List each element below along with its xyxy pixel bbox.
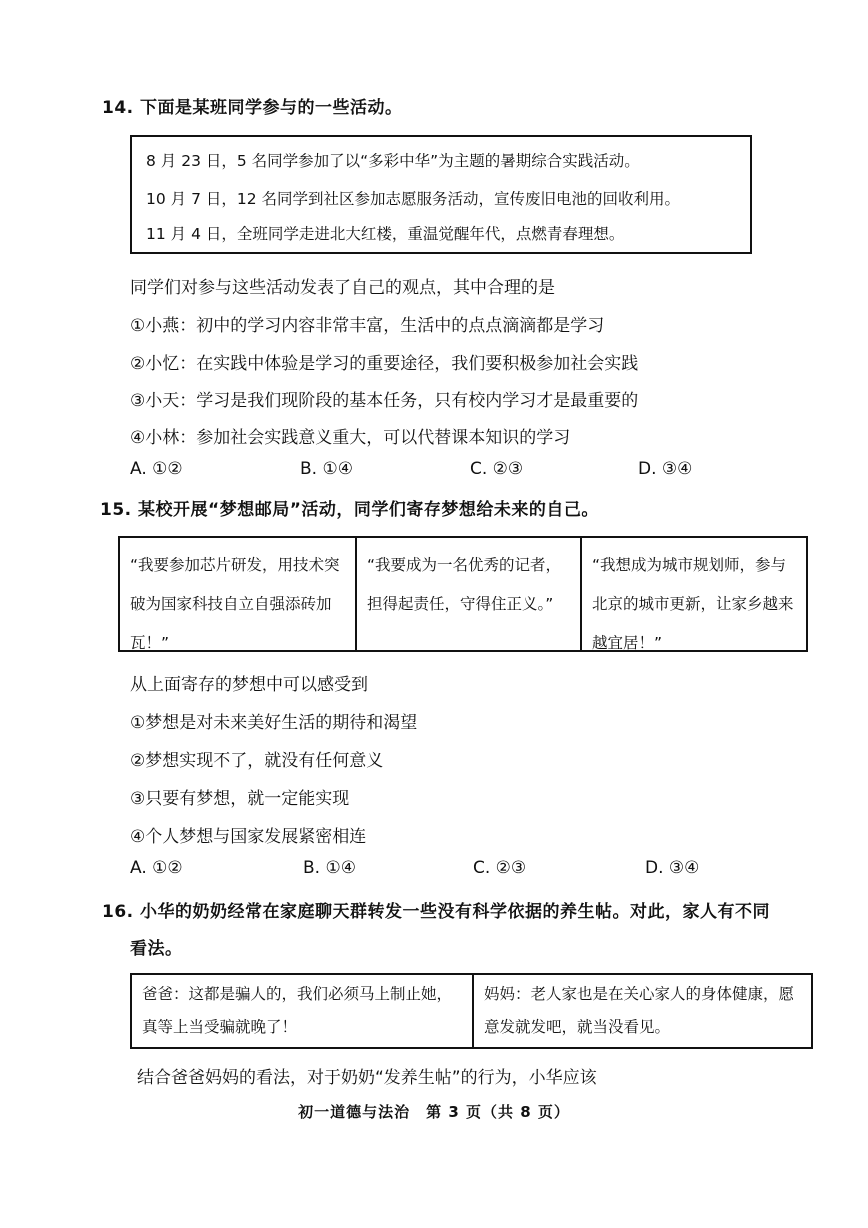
q15-option-b[interactable]: B. ①④ <box>303 858 356 878</box>
q14-option-a[interactable]: A. ①② <box>130 459 183 479</box>
q14-statement: ①小燕：初中的学习内容非常丰富，生活中的点点滴滴都是学习 <box>130 316 605 336</box>
q15-option-d[interactable]: D. ③④ <box>645 858 700 878</box>
q16-dad-opinion: 爸爸：这都是骗人的，我们必须马上制止她，真等上当受骗就晚了！ <box>132 975 474 1047</box>
question-16-title-continued: 看法。 <box>130 939 183 959</box>
q14-statement: ②小忆：在实践中体验是学习的重要途径，我们要积极参加社会实践 <box>130 354 639 374</box>
q14-statement: ④小林：参加社会实践意义重大，可以代替课本知识的学习 <box>130 428 571 448</box>
page-footer: 初一道德与法治 第 3 页（共 8 页） <box>298 1103 570 1121</box>
question-16-title: 16. 小华的奶奶经常在家庭聊天群转发一些没有科学依据的养生帖。对此，家人有不同 <box>102 902 771 922</box>
q14-activity-line: 11 月 4 日，全班同学走进北大红楼，重温觉醒年代，点燃青春理想。 <box>146 225 625 243</box>
q14-statement: ③小天：学习是我们现阶段的基本任务，只有校内学习才是最重要的 <box>130 391 639 411</box>
q15-statement: ②梦想实现不了，就没有任何意义 <box>130 751 384 771</box>
q14-option-b[interactable]: B. ①④ <box>300 459 353 479</box>
q15-statement: ④个人梦想与国家发展紧密相连 <box>130 827 367 847</box>
q16-opinion-table <box>130 973 813 1049</box>
q14-activity-line: 8 月 23 日，5 名同学参加了以“多彩中华”为主题的暑期综合实践活动。 <box>146 152 640 170</box>
q16-mom-opinion: 妈妈：老人家也是在关心家人的身体健康，愿意发就发吧，就当没看见。 <box>484 985 795 1036</box>
q14-prompt: 同学们对参与这些活动发表了自己的观点，其中合理的是 <box>130 278 555 298</box>
q15-dream-cell: “我想成为城市规划师，参与北京的城市更新，让家乡越来越宜居！” <box>592 556 794 652</box>
q15-statement: ①梦想是对未来美好生活的期待和渴望 <box>130 713 418 733</box>
q15-dream-cell: “我要成为一名优秀的记者，担得起责任，守得住正义。” <box>357 538 582 650</box>
q15-statement: ③只要有梦想，就一定能实现 <box>130 789 350 809</box>
q15-option-c[interactable]: C. ②③ <box>473 858 527 878</box>
q14-option-d[interactable]: D. ③④ <box>638 459 693 479</box>
q15-prompt: 从上面寄存的梦想中可以感受到 <box>130 675 368 695</box>
q15-option-a[interactable]: A. ①② <box>130 858 183 878</box>
q14-option-c[interactable]: C. ②③ <box>470 459 524 479</box>
question-15-title: 15. 某校开展“梦想邮局”活动，同学们寄存梦想给未来的自己。 <box>100 500 599 520</box>
question-14-title: 14. 下面是某班同学参与的一些活动。 <box>102 98 403 118</box>
q14-activity-line: 10 月 7 日，12 名同学到社区参加志愿服务活动，宣传废旧电池的回收利用。 <box>146 190 681 208</box>
q16-prompt: 结合爸爸妈妈的看法，对于奶奶“发养生帖”的行为，小华应该 <box>137 1068 597 1088</box>
q15-dream-table <box>118 536 808 652</box>
q15-dream-cell: “我要参加芯片研发，用技术突破为国家科技自立自强添砖加瓦！” <box>120 538 357 650</box>
q14-activity-box <box>130 135 752 254</box>
